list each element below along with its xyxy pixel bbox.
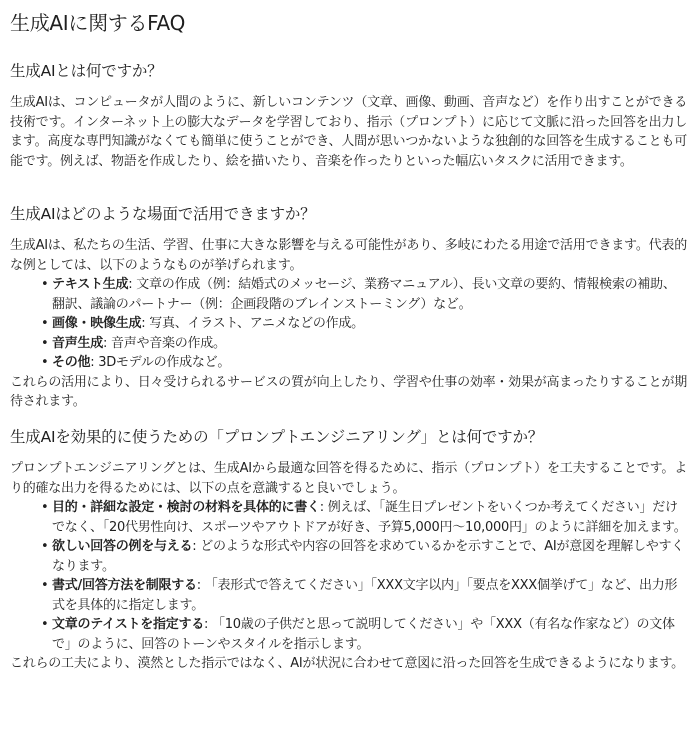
list-item — [52, 353, 687, 373]
list-item-desc: : 音声や音楽の作成。 — [103, 335, 226, 351]
section-outro: これらの工夫により、漠然とした指示ではなく、AIが状況に合わせて意図に沿った回答を生成できるようになります。 — [10, 656, 684, 671]
list-item — [52, 314, 687, 334]
list-item-term: テキスト生成 — [52, 277, 129, 292]
list-item-desc: : 文章の作成（例：結婚式のメッセージ、業務マニュアル）、長い文章の要約、情報検索の補助、翻訳、議論のパートナー（例：企画段階のブレインストーミング）など。 — [52, 277, 676, 312]
list-item-desc: : 写真、イラスト、アニメなどの作成。 — [141, 316, 364, 331]
list-item-desc: : 「10歳の子供だと思って説明してください」や「XXX（有名な作家など）の文体で」のように、回答のトーンやスタイルを指示します。 — [52, 617, 675, 652]
section-heading: 生成AIを効果的に使うための「プロンプトエンジニアリング」とは何ですか？ — [10, 428, 544, 446]
prompt-tips-list — [10, 498, 687, 654]
section-intro: プロンプトエンジニアリングとは、生成AIから最適な回答を得るために、指示（プロンプト）を工夫することです。より的確な出力を得るためには、以下の点を意識すると良いでしょう。 — [10, 461, 687, 496]
list-item-term: その他 — [52, 355, 91, 370]
use-case-list — [10, 275, 687, 373]
faq-section-what-is-genai — [10, 60, 687, 171]
list-item — [52, 334, 687, 354]
page-title: 生成AIに関するFAQ — [10, 11, 186, 35]
section-body: 生成AIは、コンピュータが人間のように、新しいコンテンツ（文章、画像、動画、音声など）を作り出すことができる技術です。インターネット上の膨大なデータを学習しており、指示（プロンプト）に応じて文脈に沿った回答を出力します。高度な専門知識がなくても簡単に使うことができ、人間が思いつかないような独創的な回答を生成することも可能です。例えば、物語を作成したり、絵を描いたり、音楽を作ったりといった幅広いタスクに活用できます。 — [10, 95, 687, 169]
list-item-term: 文章のテイストを指定する — [52, 617, 204, 632]
list-item-term: 書式/回答方法を制限する — [52, 578, 197, 593]
section-heading: 生成AIとは何ですか？ — [10, 62, 163, 80]
faq-section-use-cases — [10, 203, 687, 412]
list-item-term: 目的・詳細な設定・検討の材料を具体的に書く — [52, 500, 320, 515]
list-item — [52, 615, 687, 654]
list-item-desc: : 例えば、「誕生日プレゼントをいくつか考えてください」だけでなく、「20代男性向け、スポーツやアウトドアが好き、予算5,000円〜10,000円」のように詳細を加えます。 — [52, 500, 687, 535]
list-item — [52, 537, 687, 576]
list-item — [52, 576, 687, 615]
list-item-desc: : 「表形式で答えてください」「XXX文字以内」「要点をXXX個挙げて」など、出力形式を具体的に指定します。 — [52, 578, 678, 613]
list-item — [52, 275, 687, 314]
section-intro: 生成AIは、私たちの生活、学習、仕事に大きな影響を与える可能性があり、多岐にわたる用途で活用できます。代表的な例としては、以下のようなものが挙げられます。 — [10, 238, 687, 273]
list-item-term: 音声生成 — [52, 335, 104, 351]
list-item-desc: : どのような形式や内容の回答を求めているかを示すことで、AIが意図を理解しやすくなります。 — [52, 539, 684, 574]
list-item-term: 画像・映像生成 — [52, 316, 142, 331]
list-item-desc: : 3Dモデルの作成など。 — [90, 355, 231, 370]
faq-section-prompt-engineering — [10, 426, 687, 674]
section-heading: 生成AIはどのような場面で活用できますか？ — [10, 205, 316, 223]
list-item — [52, 498, 687, 537]
list-item-term: 欲しい回答の例を与える — [52, 539, 193, 554]
section-outro: これらの活用により、日々受けられるサービスの質が向上したり、学習や仕事の効率・効果が高まったりすることが期待されます。 — [10, 374, 687, 409]
